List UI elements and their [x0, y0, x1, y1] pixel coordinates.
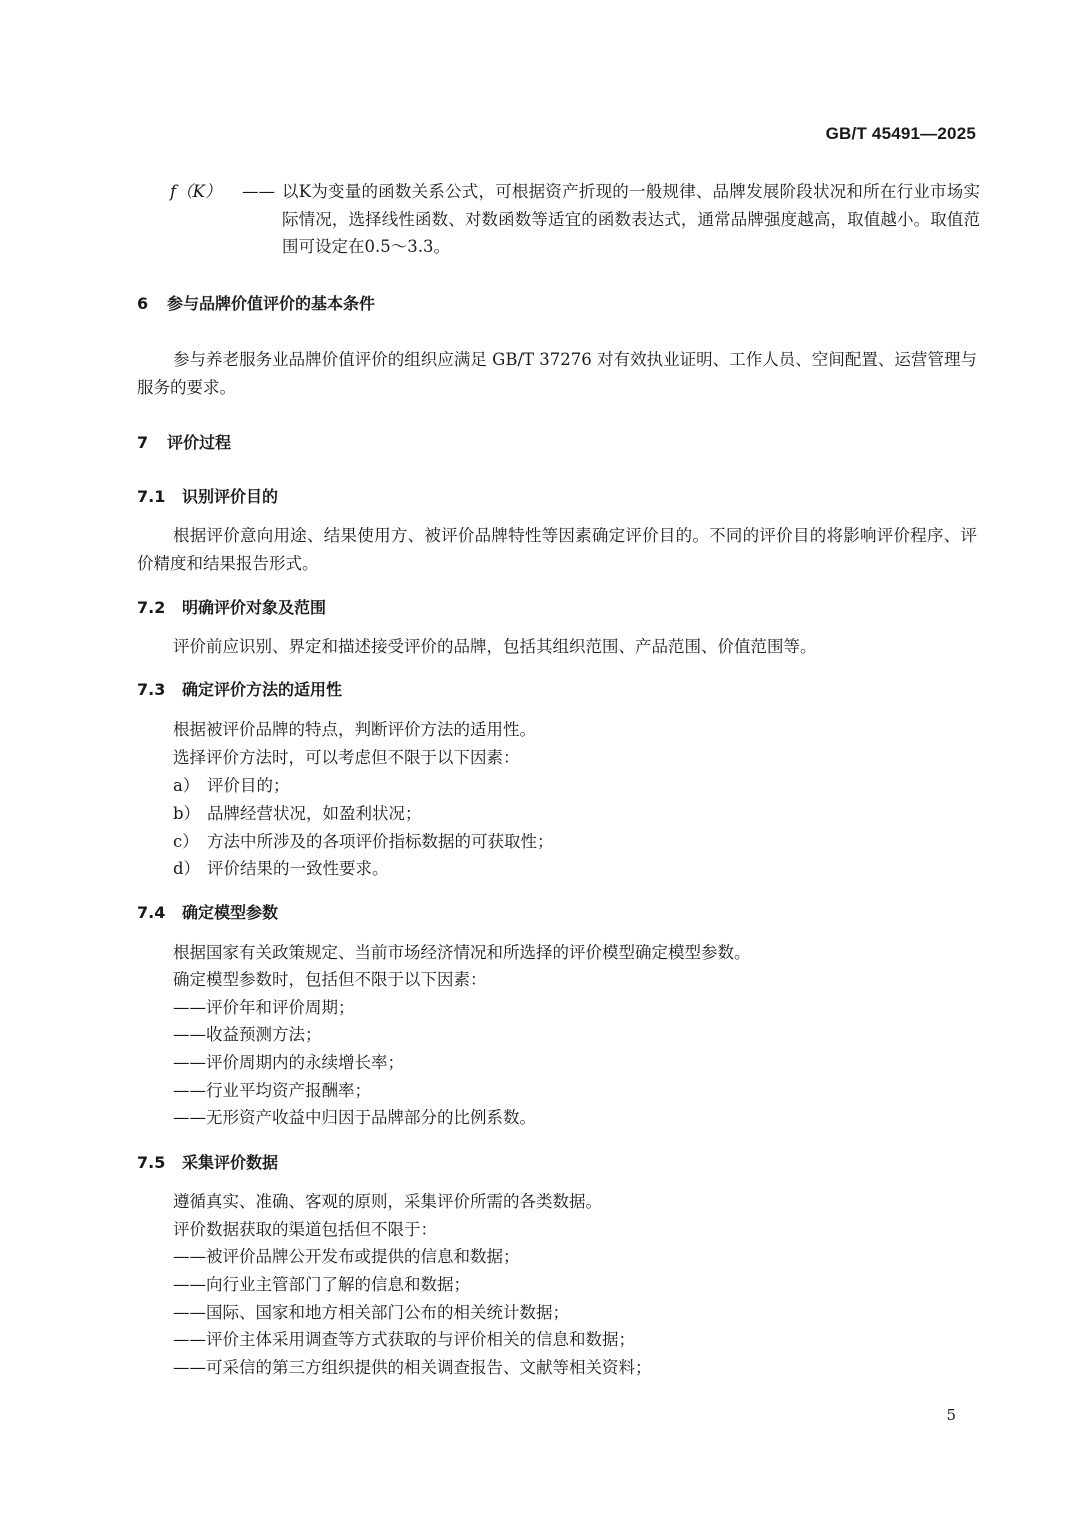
list-item-label: c） — [173, 832, 199, 851]
list-item: ——评价周期内的永续增长率； — [173, 1053, 404, 1072]
section-7-2-heading — [137, 595, 326, 618]
list-item-text: 品牌经营状况，如盈利状况； — [207, 804, 422, 823]
definition-text: 以K为变量的函数关系公式，可根据资产折现的一般规律、品牌发展阶段状况和所在行业市场实际情况，选择线性函数、对数函数等适宜的函数表达式，通常品牌强度越高，取值越小。取值范围可设定在0.5～3.3。 — [282, 182, 980, 256]
list-item — [173, 829, 973, 855]
section-7-4-line: 根据国家有关政策规定、当前市场经济情况和所选择的评价模型确定模型参数。 — [173, 943, 751, 962]
list-item — [173, 856, 973, 882]
section-number: 7.3 — [137, 680, 166, 699]
list-item-text: 评价结果的一致性要求。 — [207, 859, 389, 878]
list-item: ——被评价品牌公开发布或提供的信息和数据； — [173, 1247, 520, 1266]
section-number: 7.5 — [137, 1153, 166, 1172]
section-7-3-line: 根据被评价品牌的特点，判断评价方法的适用性。 — [173, 720, 536, 739]
section-title: 明确评价对象及范围 — [182, 598, 327, 617]
section-7-3-line: 选择评价方法时，可以考虑但不限于以下因素： — [173, 748, 520, 767]
section-number: 7 — [137, 433, 149, 452]
standard-code: GB/T 45491—2025 — [825, 124, 976, 143]
section-number: 7.4 — [137, 903, 166, 922]
section-title: 确定模型参数 — [182, 903, 279, 922]
list-item: ——无形资产收益中归因于品牌部分的比例系数。 — [173, 1108, 536, 1127]
section-number: 7.1 — [137, 487, 166, 506]
list-item: ——行业平均资产报酬率； — [173, 1081, 371, 1100]
list-item-label: b） — [173, 804, 201, 823]
section-7-5-line: 遵循真实、准确、客观的原则，采集评价所需的各类数据。 — [173, 1192, 602, 1211]
section-number: 7.2 — [137, 598, 166, 617]
formula-definition — [170, 178, 980, 261]
list-item-label: d） — [173, 859, 201, 878]
list-item: ——评价年和评价周期； — [173, 998, 355, 1017]
list-item — [173, 801, 973, 827]
section-6-body: 参与养老服务业品牌价值评价的组织应满足 GB/T 37276 对有效执业证明、工作人员、空间配置、运营管理与服务的要求。 — [137, 350, 977, 397]
list-item-label: a） — [173, 776, 200, 795]
list-item: ——评价主体采用调查等方式获取的与评价相关的信息和数据； — [173, 1330, 635, 1349]
list-item: ——可采信的第三方组织提供的相关调查报告、文献等相关资料； — [173, 1358, 652, 1377]
section-7-4-line: 确定模型参数时，包括但不限于以下因素： — [173, 970, 487, 989]
section-title: 采集评价数据 — [182, 1153, 279, 1172]
section-6-heading — [137, 291, 375, 314]
section-7-2-body: 评价前应识别、界定和描述接受评价的品牌，包括其组织范围、产品范围、价值范围等。 — [173, 637, 817, 656]
section-7-heading — [137, 430, 231, 453]
list-item: ——收益预测方法； — [173, 1025, 322, 1044]
section-title: 评价过程 — [167, 433, 232, 452]
section-7-5-line: 评价数据获取的渠道包括但不限于： — [173, 1220, 437, 1239]
list-item: ——国际、国家和地方相关部门公布的相关统计数据； — [173, 1303, 569, 1322]
section-number: 6 — [137, 294, 149, 313]
page-number: 5 — [946, 1406, 956, 1424]
section-title: 识别评价目的 — [182, 487, 279, 506]
section-title: 参与品牌价值评价的基本条件 — [167, 294, 376, 313]
list-item-text: 评价目的； — [207, 776, 290, 795]
section-title: 确定评价方法的适用性 — [182, 680, 343, 699]
section-7-3-heading — [137, 677, 342, 700]
list-item: ——向行业主管部门了解的信息和数据； — [173, 1275, 470, 1294]
section-7-5-heading — [137, 1150, 278, 1173]
definition-dash: —— — [242, 182, 275, 201]
section-7-1-body: 根据评价意向用途、结果使用方、被评价品牌特性等因素确定评价目的。不同的评价目的将影响评价程序、评价精度和结果报告形式。 — [137, 526, 977, 573]
list-item-text: 方法中所涉及的各项评价指标数据的可获取性； — [207, 832, 554, 851]
section-7-4-heading — [137, 900, 278, 923]
section-7-1-heading — [137, 484, 278, 507]
definition-symbol: f（K） — [170, 182, 222, 201]
list-item — [173, 773, 973, 799]
